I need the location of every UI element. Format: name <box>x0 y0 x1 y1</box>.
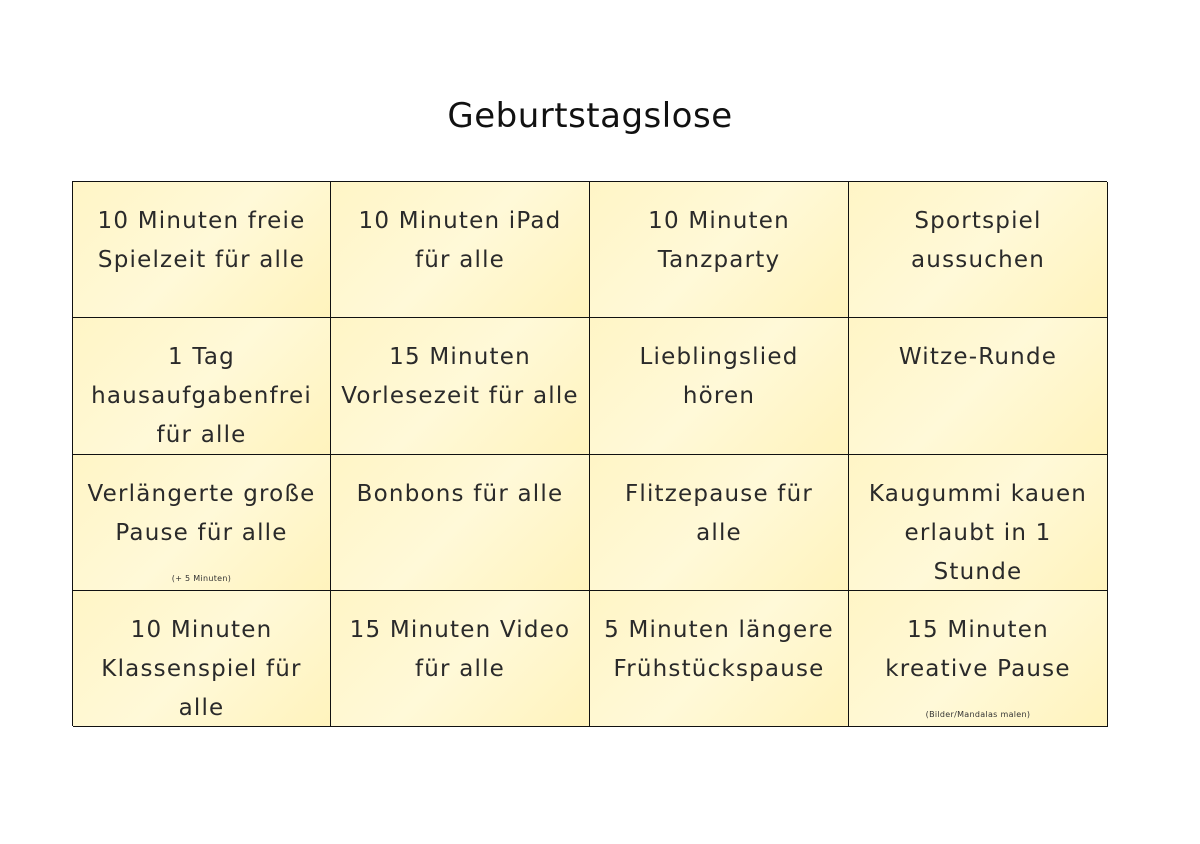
los-card <box>590 455 849 591</box>
los-card <box>590 591 849 727</box>
los-text: Bonbons für alle <box>356 481 564 507</box>
los-note: (Bilder/Mandalas malen) <box>925 710 1031 719</box>
los-text: Verlängerte große Pause für alle <box>87 481 316 546</box>
los-card <box>590 318 849 455</box>
los-card <box>331 591 590 727</box>
los-card <box>73 318 331 455</box>
los-card <box>73 455 331 591</box>
los-text: Flitzepause für alle <box>624 481 814 546</box>
los-text: 10 Minuten iPad für alle <box>358 208 562 273</box>
los-text: 10 Minuten Tanzparty <box>648 208 790 273</box>
los-card <box>331 318 590 455</box>
los-text: Lieblingslied hören <box>639 344 799 409</box>
los-text: Sportspiel aussuchen <box>911 208 1045 273</box>
los-text: 15 Minuten Video für alle <box>349 617 571 682</box>
los-card <box>849 455 1108 591</box>
los-text: Kaugummi kauen erlaubt in 1 Stunde <box>868 481 1088 585</box>
los-text: 10 Minuten freie Spielzeit für alle <box>97 208 306 273</box>
los-card <box>590 182 849 318</box>
page-title: Geburtstagslose <box>447 96 733 136</box>
los-text: 5 Minuten längere Frühstückspause <box>604 617 834 682</box>
los-text: 10 Minuten Klassenspiel für alle <box>101 617 302 721</box>
los-card <box>73 591 331 727</box>
los-card <box>331 182 590 318</box>
los-card <box>331 455 590 591</box>
los-card <box>849 182 1108 318</box>
los-note: (+ 5 Minuten) <box>171 574 232 583</box>
los-text: Witze-Runde <box>898 344 1058 370</box>
los-card <box>849 591 1108 727</box>
los-text: 1 Tag hausaufgabenfrei für alle <box>91 344 312 448</box>
los-card <box>849 318 1108 455</box>
los-text: 15 Minuten kreative Pause <box>885 617 1071 682</box>
los-card <box>73 182 331 318</box>
los-text: 15 Minuten Vorlesezeit für alle <box>341 344 579 409</box>
lose-grid <box>72 181 1107 726</box>
